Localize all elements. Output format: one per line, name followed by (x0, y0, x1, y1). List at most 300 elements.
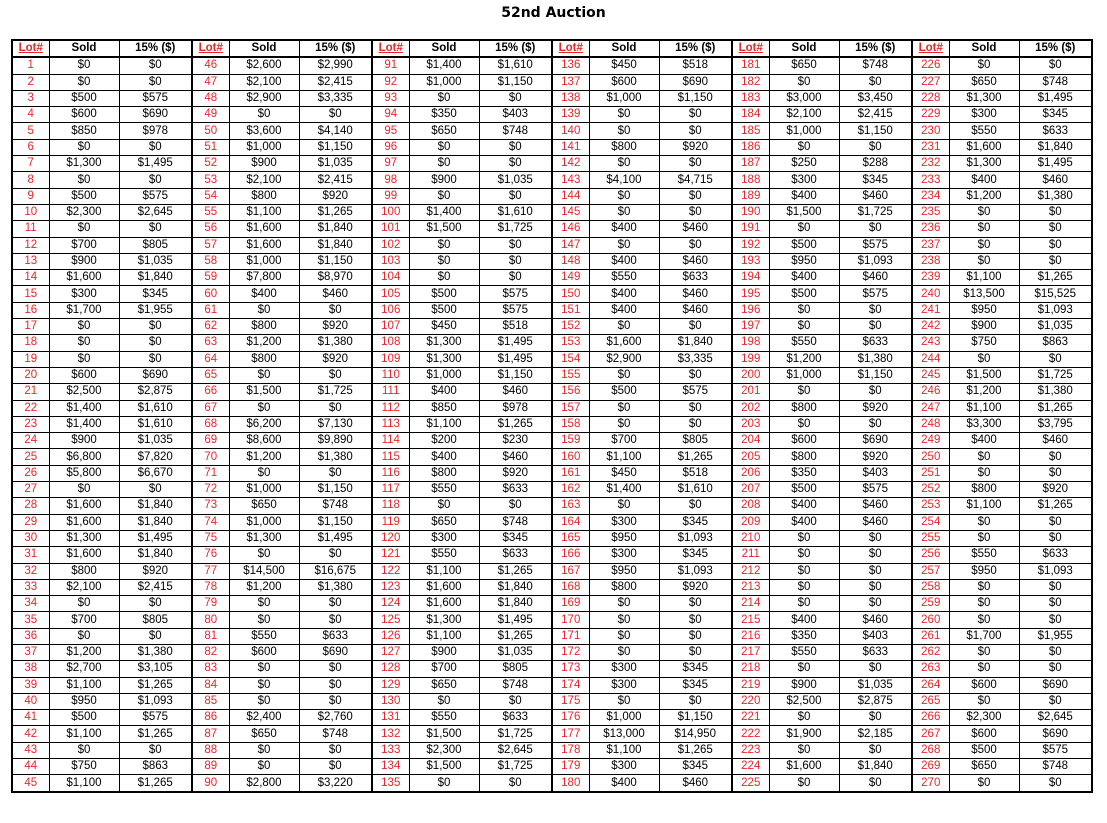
fee-amount: $805 (479, 661, 551, 677)
sold-price: $950 (949, 302, 1019, 318)
sold-price: $1,600 (49, 547, 119, 563)
sold-price: $0 (409, 188, 479, 204)
sold-price: $0 (769, 221, 839, 237)
lot-number: 187 (733, 156, 769, 172)
sold-price: $1,000 (409, 367, 479, 383)
table-block (731, 41, 911, 791)
sold-price: $300 (589, 677, 659, 693)
lot-table (913, 41, 1091, 791)
fee-amount: $3,220 (317, 776, 353, 789)
lot-number: 111 (373, 384, 409, 400)
table-row (733, 563, 911, 579)
fee-amount: $1,150 (479, 367, 551, 383)
sold-price: $400 (769, 514, 839, 530)
lot-number: 244 (913, 351, 949, 367)
fee-amount: $1,610 (479, 57, 551, 74)
fee-amount: $1,035 (479, 172, 551, 188)
table-row (553, 563, 731, 579)
table-row (553, 628, 731, 644)
table-row (733, 204, 911, 220)
lot-number: 224 (733, 759, 769, 775)
fee-amount: $0 (1019, 351, 1091, 367)
lot-number: 36 (13, 628, 49, 644)
fee-amount: $1,265 (479, 563, 551, 579)
sold-price: $900 (409, 644, 479, 660)
lot-number: 181 (733, 57, 769, 74)
lot-number: 11 (13, 221, 49, 237)
fee-amount: $6,670 (119, 465, 191, 481)
fee-amount: $1,725 (839, 204, 911, 220)
fee-amount: $0 (1019, 449, 1091, 465)
lot-number: 103 (373, 253, 409, 269)
lot-number: 268 (913, 742, 949, 758)
sold-price: $200 (409, 433, 479, 449)
sold-price: $900 (769, 677, 839, 693)
fee-amount: $2,875 (839, 693, 911, 709)
table-row (373, 123, 551, 139)
lot-number: 39 (13, 677, 49, 693)
table-row (13, 57, 191, 74)
sold-price: $1,600 (769, 759, 839, 775)
fee-amount: $0 (299, 693, 371, 709)
table-row (913, 514, 1091, 530)
lot-number: 99 (373, 188, 409, 204)
fee-amount: $633 (1019, 547, 1091, 563)
sold-price: $1,300 (949, 156, 1019, 172)
table-row (913, 90, 1091, 106)
sold-price: $0 (409, 270, 479, 286)
fee-amount: $0 (659, 367, 731, 383)
table-row (733, 726, 911, 742)
fee-amount: $1,610 (119, 416, 191, 432)
sold-price: $1,200 (949, 384, 1019, 400)
header-row (733, 41, 911, 57)
fee-amount: $805 (119, 237, 191, 253)
lot-number: 254 (913, 514, 949, 530)
sold-price: $0 (229, 693, 299, 709)
table-row (913, 156, 1091, 172)
lot-number: 209 (733, 514, 769, 530)
lot-number: 264 (913, 677, 949, 693)
lot-number: 126 (373, 628, 409, 644)
lot-number: 247 (913, 400, 949, 416)
lot-table (553, 41, 731, 791)
table-row (13, 139, 191, 155)
lot-number: 80 (193, 612, 229, 628)
lot-number: 129 (373, 677, 409, 693)
table-row (373, 335, 551, 351)
table-row (733, 90, 911, 106)
table-row (13, 204, 191, 220)
fee-amount: $0 (659, 319, 731, 335)
lot-header: Lot# (373, 41, 409, 57)
sold-price: $2,400 (229, 710, 299, 726)
sold-price: $0 (589, 123, 659, 139)
fee-amount: $518 (659, 465, 731, 481)
fee-amount: $345 (839, 172, 911, 188)
fee-amount: $920 (299, 319, 371, 335)
lot-number: 180 (553, 775, 589, 791)
fee-amount: $9,890 (299, 433, 371, 449)
fee-amount: $0 (659, 123, 731, 139)
lot-number: 70 (193, 449, 229, 465)
sold-price: $0 (229, 547, 299, 563)
lot-number: 128 (373, 661, 409, 677)
table-row (373, 628, 551, 644)
sold-price: $0 (49, 482, 119, 498)
sold-price: $0 (229, 367, 299, 383)
lot-number: 89 (193, 759, 229, 775)
fee-amount: $2,415 (299, 74, 371, 90)
table-row (733, 547, 911, 563)
fee-amount: $0 (1048, 776, 1062, 789)
sold-price: $1,300 (409, 612, 479, 628)
table-row (13, 563, 191, 579)
lot-number: 18 (13, 335, 49, 351)
table-row (733, 270, 911, 286)
lot-number: 135 (373, 775, 409, 791)
lot-number: 173 (553, 661, 589, 677)
sold-price: $550 (949, 123, 1019, 139)
table-row (913, 775, 1091, 791)
sold-price: $400 (949, 172, 1019, 188)
sold-price: $0 (769, 384, 839, 400)
fee-amount: $0 (479, 188, 551, 204)
sold-price: $1,000 (409, 74, 479, 90)
sold-price: $0 (229, 612, 299, 628)
table-row (553, 270, 731, 286)
table-row (193, 335, 371, 351)
lot-number: 245 (913, 367, 949, 383)
lot-number: 53 (193, 172, 229, 188)
sold-price: $1,300 (949, 90, 1019, 106)
sold-price: $400 (589, 253, 659, 269)
lot-number: 13 (13, 253, 49, 269)
sold-price: $0 (589, 188, 659, 204)
table-row (553, 139, 731, 155)
lot-number: 65 (193, 367, 229, 383)
fee-amount: $575 (479, 286, 551, 302)
sold-price: $2,300 (409, 742, 479, 758)
lot-number: 235 (913, 204, 949, 220)
lot-table (13, 41, 191, 791)
fee-amount: $345 (119, 286, 191, 302)
table-row (913, 579, 1091, 595)
table-row (913, 123, 1091, 139)
sold-price: $0 (229, 465, 299, 481)
sold-price: $0 (589, 400, 659, 416)
table-row (193, 644, 371, 660)
table-row (373, 742, 551, 758)
sold-price: $900 (949, 319, 1019, 335)
fee-amount: $0 (1019, 530, 1091, 546)
sold-price: $1,300 (409, 351, 479, 367)
lot-number: 132 (373, 726, 409, 742)
fee-amount: $0 (839, 710, 911, 726)
sold-price: $1,500 (409, 221, 479, 237)
fee-amount: $633 (479, 482, 551, 498)
table-row (733, 367, 911, 383)
table-row (13, 302, 191, 318)
lot-number: 201 (733, 384, 769, 400)
table-row (373, 253, 551, 269)
lot-number: 114 (373, 433, 409, 449)
sold-price: $350 (409, 107, 479, 123)
table-row (13, 449, 191, 465)
lot-number: 147 (553, 237, 589, 253)
table-row (913, 530, 1091, 546)
sold-header: Sold (49, 41, 119, 57)
table-row (13, 319, 191, 335)
sold-price: $900 (229, 156, 299, 172)
fee-amount: $0 (299, 661, 371, 677)
lot-number: 76 (193, 547, 229, 563)
table-row (193, 759, 371, 775)
lot-number: 218 (733, 661, 769, 677)
table-row (553, 644, 731, 660)
table-row (913, 221, 1091, 237)
lot-number: 109 (373, 351, 409, 367)
sold-price: $300 (589, 759, 659, 775)
table-row (553, 367, 731, 383)
sold-header: Sold (769, 41, 839, 57)
table-row (193, 156, 371, 172)
sold-price: $0 (589, 319, 659, 335)
fee-amount: $1,495 (479, 351, 551, 367)
lot-number: 121 (373, 547, 409, 563)
fee-amount: $1,380 (299, 579, 371, 595)
sold-price: $0 (949, 204, 1019, 220)
table-row (373, 270, 551, 286)
lot-number: 96 (373, 139, 409, 155)
sold-price: $4,100 (589, 172, 659, 188)
lot-number: 72 (193, 482, 229, 498)
sold-price: $0 (769, 319, 839, 335)
lot-number: 22 (13, 400, 49, 416)
lot-number: 42 (13, 726, 49, 742)
fee-amount: $1,495 (299, 530, 371, 546)
fee-amount: $0 (839, 416, 911, 432)
lot-number: 146 (553, 221, 589, 237)
table-row (193, 172, 371, 188)
fee-amount: $8,970 (299, 270, 371, 286)
table-block (371, 41, 551, 791)
table-row (13, 742, 191, 758)
lot-number: 100 (373, 204, 409, 220)
fee-amount: $0 (659, 416, 731, 432)
table-row (913, 482, 1091, 498)
fee-amount: $0 (839, 742, 911, 758)
lot-number: 33 (13, 579, 49, 595)
fee-amount: $633 (479, 547, 551, 563)
sold-price: $0 (949, 449, 1019, 465)
lot-number: 250 (913, 449, 949, 465)
lot-number: 77 (193, 563, 229, 579)
fee-amount: $748 (1019, 74, 1091, 90)
fee-amount: $1,093 (839, 253, 911, 269)
sold-price: $0 (949, 253, 1019, 269)
lot-number: 153 (553, 335, 589, 351)
fee-amount: $1,150 (299, 253, 371, 269)
lot-table (733, 41, 911, 791)
fee-amount: $1,265 (479, 628, 551, 644)
lot-number: 206 (733, 465, 769, 481)
fee-amount: $575 (119, 188, 191, 204)
sold-price: $700 (49, 612, 119, 628)
sold-price: $0 (409, 775, 479, 791)
fee-amount: $0 (479, 270, 551, 286)
table-row (373, 57, 551, 74)
table-row (553, 237, 731, 253)
sold-price: $400 (589, 302, 659, 318)
fee-amount: $4,715 (659, 172, 731, 188)
fee-amount: $1,150 (659, 90, 731, 106)
lot-number: 259 (913, 596, 949, 612)
sold-price: $0 (589, 628, 659, 644)
sold-price: $0 (229, 742, 299, 758)
fee-amount: $403 (839, 465, 911, 481)
table-row (553, 775, 731, 791)
lot-number: 97 (373, 156, 409, 172)
lot-number: 166 (553, 547, 589, 563)
sold-price: $1,600 (49, 498, 119, 514)
lot-number: 119 (373, 514, 409, 530)
sold-price: $550 (769, 644, 839, 660)
fee-amount: $4,140 (299, 123, 371, 139)
sold-price: $650 (949, 759, 1019, 775)
table-row (13, 465, 191, 481)
sold-price: $400 (769, 270, 839, 286)
fee-amount: $3,450 (839, 90, 911, 106)
sold-price: $0 (949, 579, 1019, 595)
table-row (193, 302, 371, 318)
fee-header: 15% ($) (119, 41, 191, 57)
fee-amount: $1,035 (119, 253, 191, 269)
table-row (733, 139, 911, 155)
fee-amount: $1,840 (299, 237, 371, 253)
table-row (13, 156, 191, 172)
lot-number: 225 (733, 775, 769, 791)
fee-amount: $460 (839, 188, 911, 204)
lot-header: Lot# (733, 41, 769, 57)
table-row (553, 221, 731, 237)
lot-number: 267 (913, 726, 949, 742)
sold-price: $400 (589, 221, 659, 237)
lot-number: 9 (13, 188, 49, 204)
lot-number: 205 (733, 449, 769, 465)
sold-price: $1,600 (949, 139, 1019, 155)
table-row (733, 449, 911, 465)
fee-amount: $748 (839, 57, 911, 74)
sold-price: $0 (589, 612, 659, 628)
fee-amount: $2,645 (1019, 710, 1091, 726)
sold-price: $2,900 (589, 351, 659, 367)
lot-number: 141 (553, 139, 589, 155)
table-row (913, 319, 1091, 335)
table-row (373, 596, 551, 612)
table-row (193, 579, 371, 595)
table-row (373, 319, 551, 335)
sold-price: $1,200 (949, 188, 1019, 204)
sold-price: $0 (769, 742, 839, 758)
sold-price: $0 (229, 596, 299, 612)
table-row (373, 302, 551, 318)
fee-amount: $0 (659, 596, 731, 612)
table-row (193, 742, 371, 758)
table-row (373, 221, 551, 237)
sold-price: $1,200 (49, 644, 119, 660)
lot-header: Lot# (193, 41, 229, 57)
header-row (553, 41, 731, 57)
fee-amount: $0 (119, 172, 191, 188)
lot-number: 59 (193, 270, 229, 286)
fee-amount: $345 (659, 759, 731, 775)
table-row (913, 677, 1091, 693)
sold-price: $800 (229, 188, 299, 204)
lot-number: 1 (13, 57, 49, 74)
sold-price: $600 (769, 433, 839, 449)
sold-price: $0 (409, 90, 479, 106)
lot-number: 261 (913, 628, 949, 644)
table-row (733, 57, 911, 74)
lot-number: 91 (373, 57, 409, 74)
fee-amount: $0 (659, 156, 731, 172)
lot-number: 31 (13, 547, 49, 563)
sold-price: $2,800 (229, 775, 299, 791)
lot-number: 155 (553, 367, 589, 383)
table-row (13, 644, 191, 660)
sold-price: $2,500 (49, 384, 119, 400)
fee-amount: $575 (479, 302, 551, 318)
fee-amount: $1,150 (299, 514, 371, 530)
sold-price: $1,600 (589, 335, 659, 351)
fee-amount: $0 (479, 156, 551, 172)
fee-amount: $1,093 (1019, 563, 1091, 579)
fee-header: 15% ($) (1019, 41, 1091, 57)
fee-amount: $14,950 (659, 726, 731, 742)
fee-amount: $0 (839, 661, 911, 677)
table-row (13, 400, 191, 416)
lot-number: 57 (193, 237, 229, 253)
sold-price: $800 (589, 579, 659, 595)
lot-number: 164 (553, 514, 589, 530)
sold-price: $400 (769, 188, 839, 204)
sold-price: $1,000 (229, 253, 299, 269)
table-row (193, 677, 371, 693)
sold-price: $0 (949, 465, 1019, 481)
fee-amount: $1,840 (119, 498, 191, 514)
sold-price: $700 (409, 661, 479, 677)
fee-amount: $805 (659, 433, 731, 449)
lot-number: 95 (373, 123, 409, 139)
fee-amount: $460 (659, 302, 731, 318)
sold-price: $250 (769, 156, 839, 172)
sold-price: $0 (229, 400, 299, 416)
fee-amount: $2,415 (299, 172, 371, 188)
table-row (13, 107, 191, 123)
table-row (193, 351, 371, 367)
lot-number: 149 (553, 270, 589, 286)
table-row (193, 416, 371, 432)
sold-price: $650 (409, 123, 479, 139)
fee-amount: $0 (299, 547, 371, 563)
table-row (553, 759, 731, 775)
lot-number: 251 (913, 465, 949, 481)
lot-number: 172 (553, 644, 589, 660)
fee-amount: $1,610 (119, 400, 191, 416)
table-row (193, 563, 371, 579)
fee-amount: $0 (119, 596, 191, 612)
